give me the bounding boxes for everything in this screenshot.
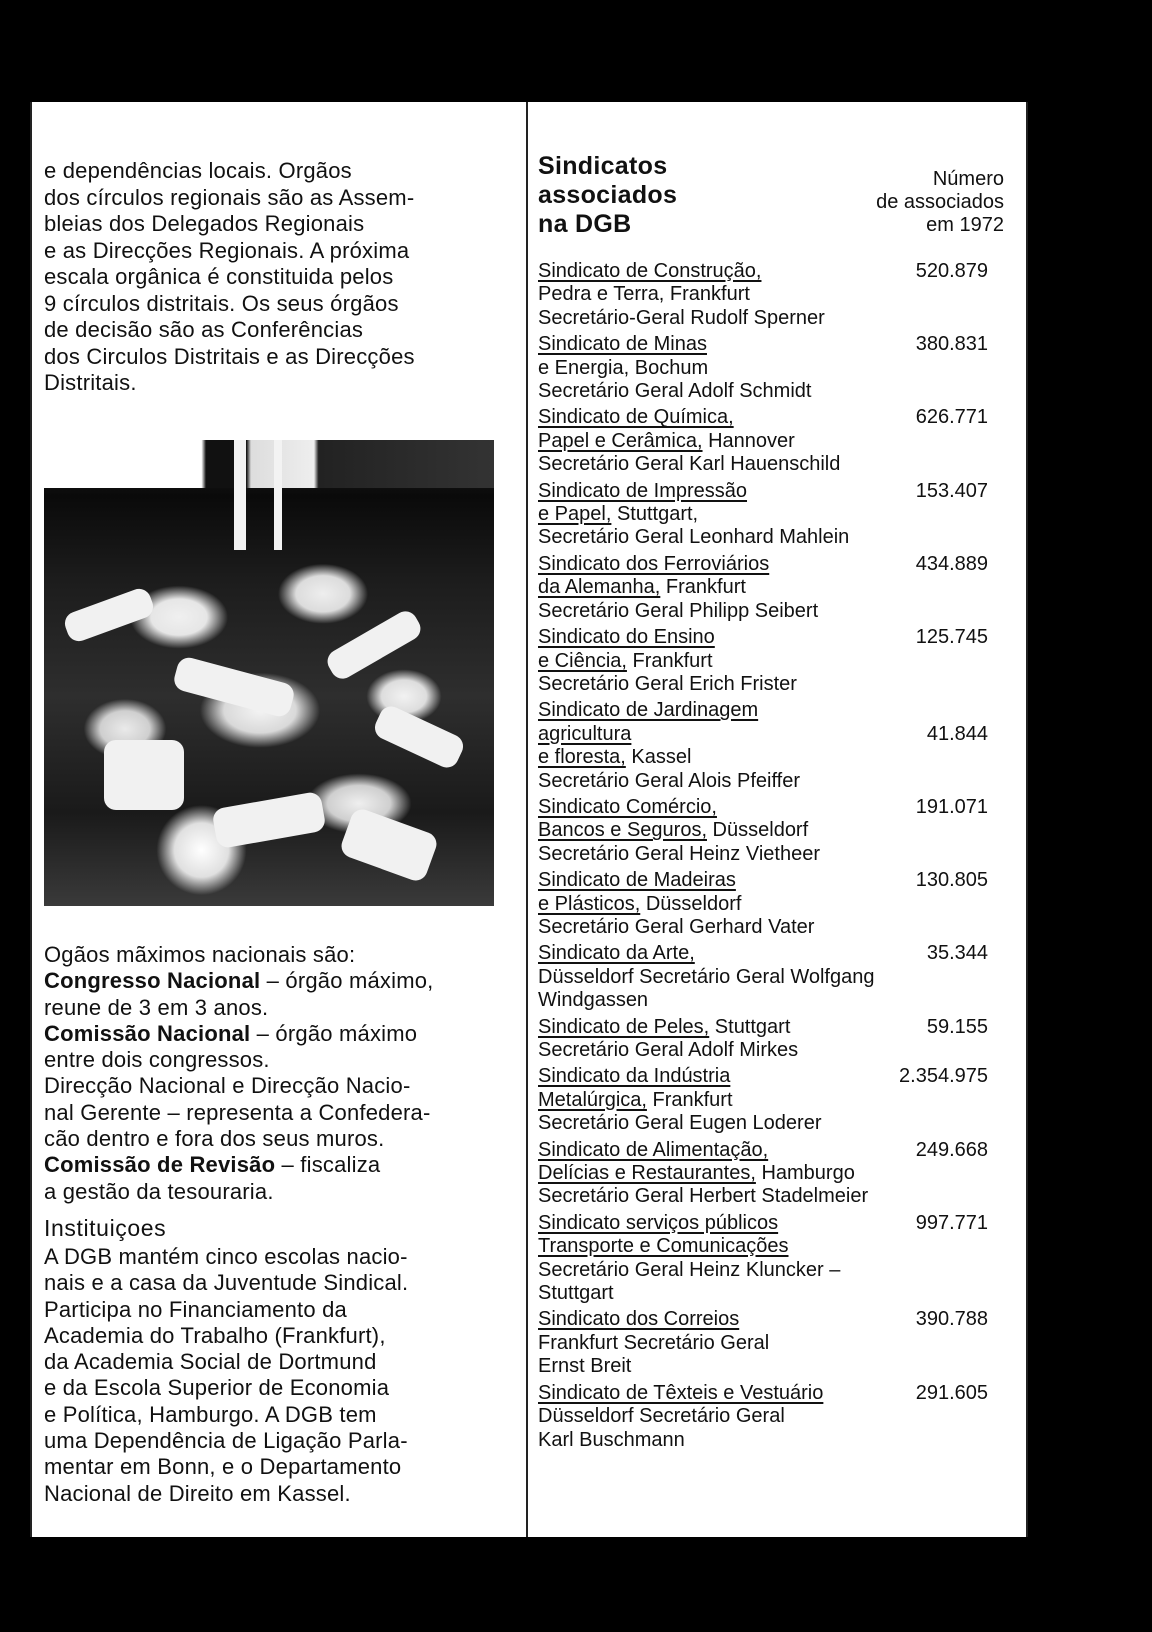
left-column-top [44,158,524,397]
institutions-line: e da Escola Superior de Economia [44,1375,390,1401]
union-details: Secretário Geral Adolf Schmidt [538,380,812,403]
union-name: e Plásticos, [538,892,641,915]
photo-figure [172,655,297,719]
union-details: Secretário Geral Herbert Stadelmeier [538,1185,869,1208]
union-entry-line [538,1235,988,1258]
member-count: 2.354.975 [899,1065,988,1088]
union-entry-line [538,576,988,599]
union-name: Sindicato da Arte, [538,942,695,965]
union-entry-line [538,1185,988,1208]
congress-photo [44,440,494,906]
union-entry [538,1212,988,1306]
union-entry [538,942,988,1012]
union-details: Karl Buschmann [538,1428,685,1451]
union-entry-line [538,1039,988,1062]
union-entry-line [538,1405,988,1428]
union-name: Sindicato do Ensino [538,626,715,649]
union-entry [538,1139,988,1209]
union-name: Sindicato de Peles, [538,1015,710,1038]
union-entry [538,699,988,793]
union-entry-line [538,916,988,939]
union-details: e Energia, Bochum [538,356,709,379]
unions-list [538,260,988,1455]
photo-figure [211,791,326,849]
union-details: Stuttgart [538,1282,614,1305]
member-count: 191.071 [915,795,988,818]
union-entry-line [538,307,988,330]
union-details: Secretário-Geral Rudolf Sperner [538,306,825,329]
union-name: Sindicato de Impressão [538,479,748,502]
intro-paragraph: e dependências locais. Orgãos dos círculos regionais são as Assem- bleias dos Delegados Regionais e as Direcções Regionais. A próxima escala orgânica é constituida pelos 9 círculos distritais. Os seus órgãos de decisão são as Conferências dos Circulos Distritais e as Direcções Distritais. [44,158,415,395]
union-entry-line [538,819,988,842]
union-details: Stuttgart [709,1015,791,1038]
union-entry-line [538,699,988,722]
photo-column [274,440,282,550]
union-entry [538,1065,988,1135]
union-name: Sindicato de Minas [538,333,707,356]
union-details: Secretário Geral Alois Pfeiffer [538,769,800,792]
union-entry-line [538,357,988,380]
revisao-label: Comissão de Revisão [44,1152,276,1178]
union-details: Stuttgart, [611,503,699,526]
union-entry-line [538,989,988,1012]
union-entry [538,553,988,623]
union-entry-line [538,526,988,549]
union-details: Düsseldorf [640,892,742,915]
union-name: Sindicato de Construção, [538,260,762,282]
union-details: Secretário Geral Erich Frister [538,672,797,695]
comissao-label: Comissão Nacional [44,1020,251,1046]
member-count: 626.771 [915,406,988,429]
union-details: Düsseldorf [707,819,809,842]
union-entry [538,260,988,330]
union-details: Secretário Geral Heinz Vietheer [538,842,820,865]
comissao-line [44,1021,524,1047]
institutions-paragraph [44,1244,524,1507]
union-entry-line [538,1355,988,1378]
union-details: Secretário Geral Adolf Mirkes [538,1039,799,1061]
right-column [538,152,1008,1451]
union-entry-line [538,380,988,403]
institutions-line: A DGB mantém cinco escolas nacio- [44,1243,408,1269]
member-count: 520.879 [915,260,988,282]
union-entry-line [538,893,988,916]
union-details: Secretário Geral Eugen Loderer [538,1112,822,1135]
left-column-bottom [44,942,524,1507]
union-entry-line [538,453,988,476]
union-details: Frankfurt [626,649,713,672]
union-details: Windgassen [538,989,649,1012]
institutions-line: nais e a casa da Juventude Sindical. [44,1270,409,1296]
union-entry-line [538,1089,988,1112]
union-name: Transporte e Comunicações [538,1235,789,1258]
photo-column [234,440,246,550]
member-count: 41.844 [926,722,988,745]
union-entry [538,796,988,866]
institutions-line: Academia do Trabalho (Frankfurt), [44,1322,386,1348]
member-count: 380.831 [915,333,988,356]
union-entry-line [538,746,988,769]
institutions-line: uma Dependência de Ligação Parla- [44,1428,408,1454]
union-name: e floresta, [538,746,626,769]
union-details: Düsseldorf Secretário Geral [538,1405,785,1428]
photo-figure [338,806,440,884]
unions-title: Sindicatos associados na DGB [538,152,678,238]
union-details: Frankfurt [646,1088,733,1111]
union-name: Sindicato de Química, [538,406,734,429]
union-details: Hannover [702,429,795,452]
institutions-line: Nacional de Direito em Kassel. [44,1480,351,1506]
member-count: 59.155 [926,1015,988,1038]
member-count: 390.788 [915,1308,988,1331]
union-entry [538,480,988,550]
union-entry [538,1308,988,1378]
member-count: 291.605 [915,1381,988,1404]
direccao-line-2: nal Gerente – representa a Confedera- [44,1099,431,1125]
union-name: Sindicato serviços públicos [538,1211,779,1234]
union-details: Secretário Geral Leonhard Mahlein [538,526,850,549]
institutions-line: e Política, Hamburgo. A DGB tem [44,1401,377,1427]
institutions-heading: Instituiçoes [44,1214,167,1241]
union-entry [538,406,988,476]
union-name: Sindicato da Indústria [538,1065,731,1088]
union-entry-line [538,1332,988,1355]
union-name: Bancos e Seguros, [538,819,707,842]
union-name: Sindicato de Têxteis e Vestuário [538,1381,824,1404]
union-entry-line [538,673,988,696]
union-name: Sindicato Comércio, [538,795,717,818]
union-entry-line [538,1112,988,1135]
photo-background [44,440,494,488]
organs-intro: Ogãos mãximos nacionais são: [44,942,356,967]
revisao-line-2: a gestão da tesouraria. [44,1178,274,1204]
union-entry [538,1016,988,1063]
photo-figure [62,586,157,645]
union-entry-line [538,1282,988,1305]
union-details: Secretário Geral Gerhard Vater [538,915,815,938]
direccao-line-1: Direcção Nacional e Direcção Nacio- [44,1073,411,1099]
union-details: Düsseldorf Secretário Geral Wolfgang [538,965,875,988]
union-entry [538,333,988,403]
union-name: da Alemanha, [538,576,661,599]
union-name: e Papel, [538,503,612,526]
union-entry-line [538,1016,988,1039]
member-count: 434.889 [915,552,988,575]
union-name: Sindicato de Jardinagem [538,699,759,722]
document-page [30,102,1028,1537]
union-name: Delícias e Restaurantes, [538,1162,756,1185]
member-count: 125.745 [915,626,988,649]
column-divider [526,102,528,1537]
union-details: Frankfurt Secretário Geral [538,1331,770,1354]
union-name: agricultura [538,722,632,745]
left-border [30,102,32,1537]
union-details: Kassel [625,746,692,769]
union-details: Ernst Breit [538,1355,632,1378]
union-name: Sindicato de Madeiras [538,869,736,892]
union-entry [538,626,988,696]
institutions-line: Participa no Financiamento da [44,1296,347,1322]
revisao-text: – fiscaliza [275,1152,381,1178]
congresso-line-2: reune de 3 em 3 anos. [44,994,269,1020]
union-entry-line [538,770,988,793]
member-count: 997.771 [915,1211,988,1234]
congresso-label: Congresso Nacional [44,968,261,994]
union-name: e Ciência, [538,649,627,672]
union-entry-line [538,600,988,623]
member-count: 35.344 [926,942,988,965]
union-entry-line [538,283,988,306]
union-entry-line [538,942,988,965]
member-count: 153.407 [915,479,988,502]
union-name: Sindicato dos Correios [538,1308,740,1331]
direccao-line-3: cão dentro e fora dos seus muros. [44,1126,385,1152]
congresso-line [44,968,524,994]
right-border [1026,102,1028,1537]
union-name: Sindicato de Alimentação, [538,1138,769,1161]
union-name: Metalúrgica, [538,1088,647,1111]
revisao-line [44,1152,524,1178]
union-entry-line [538,430,988,453]
members-column-header: Número de associados em 1972 [876,168,1004,236]
institutions-line: mentar em Bonn, e o Departamento [44,1454,402,1480]
union-details: Frankfurt [660,576,746,599]
union-entry-line [538,650,988,673]
union-entry-line [538,503,988,526]
institutions-line: da Academia Social de Dortmund [44,1349,377,1375]
union-details: Secretário Geral Philipp Seibert [538,599,819,622]
union-name: Sindicato dos Ferroviários [538,552,770,575]
union-entry-line [538,1259,988,1282]
union-name: Papel e Cerâmica, [538,429,703,452]
comissao-text: – órgão máximo [250,1020,418,1046]
union-entry-line [538,723,988,746]
congresso-text: – órgão máximo, [260,968,434,994]
union-entry [538,1382,988,1452]
union-entry [538,869,988,939]
photo-figure [104,740,184,810]
member-count: 249.668 [915,1138,988,1161]
union-details: Secretário Geral Heinz Kluncker – [538,1258,841,1281]
photo-figure [323,607,425,683]
member-count: 130.805 [915,869,988,892]
union-details: Pedra e Terra, Frankfurt [538,283,750,306]
union-entry-line [538,843,988,866]
union-entry-line [538,966,988,989]
union-entry-line [538,1162,988,1185]
photo-figure [371,703,467,772]
comissao-line-2: entre dois congressos. [44,1047,270,1073]
union-details: Secretário Geral Karl Hauenschild [538,453,841,476]
union-details: Hamburgo [755,1162,855,1185]
union-entry-line [538,1429,988,1452]
